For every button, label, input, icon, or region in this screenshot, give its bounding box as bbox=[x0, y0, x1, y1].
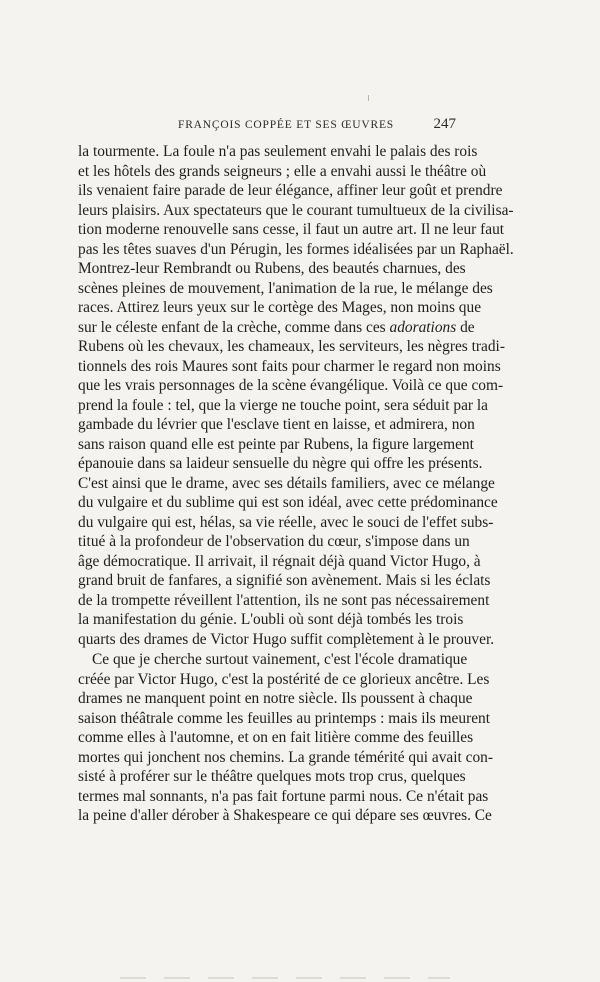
text-segment: de bbox=[456, 318, 475, 336]
text-line: races. Attirez leurs yeux sur le cortège des Mages, non moins que bbox=[78, 299, 482, 316]
text-line: C'est ainsi que le drame, avec ses détails familiers, avec ce mélange bbox=[78, 474, 495, 492]
text-line: drames ne manquent point en notre siècle. Ils poussent à chaque bbox=[78, 690, 473, 707]
text-line: Montrez-leur Rembrandt ou Rubens, des beautés charnues, des bbox=[78, 260, 466, 277]
text-line: gambade du lévrier que l'esclave tient en laisse, et admirera, non bbox=[78, 416, 475, 433]
text-line: quarts des drames de Victor Hugo suffit complètement à le prouver. bbox=[78, 630, 495, 648]
text-line: grand bruit de fanfares, a signifié son avènement. Mais si les éclats bbox=[78, 572, 491, 589]
text-line: sans raison quand elle est peinte par Rubens, la figure largement bbox=[78, 435, 474, 453]
page-number: 247 bbox=[433, 116, 456, 132]
scan-artifact bbox=[120, 977, 450, 979]
text-line: la tourmente. La foule n'a pas seulement envahi le palais des rois bbox=[78, 143, 478, 160]
text-line: Ce que je cherche surtout vainement, c'est l'école dramatique bbox=[92, 651, 468, 668]
text-line: leurs plaisirs. Aux spectateurs que le courant tumultueux de la civilisa- bbox=[78, 201, 514, 219]
text-line bbox=[78, 318, 475, 338]
text-line: épanouie dans sa laideur sensuelle du nègre qui offre les présents. bbox=[78, 455, 483, 472]
text-line: du vulgaire qui est, hélas, sa vie réelle, avec le souci de l'effet subs- bbox=[78, 513, 494, 531]
text-line: mortes qui jonchent nos chemins. La grande témérité qui avait con- bbox=[78, 748, 493, 766]
text-line: prend la foule : tel, que la vierge ne touche point, sera séduit par la bbox=[78, 396, 488, 414]
text-line: comme elles à l'automne, et on en fait litière comme des feuilles bbox=[78, 729, 474, 746]
text-segment: sur le céleste enfant de la crèche, comme dans ces bbox=[78, 318, 390, 336]
text-line: ils venaient faire parade de leur élégance, affiner leur goût et prendre bbox=[78, 182, 503, 199]
text-line: titué à la profondeur de l'observation du cœur, s'impose dans un bbox=[78, 533, 470, 550]
text-line: la manifestation du génie. L'oubli où sont déjà tombés les trois bbox=[78, 611, 464, 628]
text-line: du vulgaire et du sublime qui est son idéal, avec cette prédominance bbox=[78, 494, 498, 511]
running-title: FRANÇOIS COPPÉE ET SES ŒUVRES bbox=[178, 119, 394, 131]
body-text bbox=[78, 142, 514, 826]
text-line: sisté à proférer sur le théâtre quelques mots trop crus, quelques bbox=[78, 768, 466, 785]
text-line: que les vrais personnages de la scène évangélique. Voilà ce que com- bbox=[78, 377, 504, 394]
text-line: saison théâtrale comme les feuilles au printemps : mais ils meurent bbox=[78, 709, 491, 727]
text-line: de la trompette réveillent l'attention, ils ne sont pas nécessairement bbox=[78, 591, 490, 609]
italic-word: adorations bbox=[389, 318, 457, 336]
text-line: et les hôtels des grands seigneurs ; elle a envahi aussi le théâtre où bbox=[78, 162, 487, 180]
scan-mark bbox=[368, 95, 369, 101]
text-line: âge démocratique. Il arrivait, il régnait déjà quand Victor Hugo, à bbox=[78, 552, 481, 570]
text-line: termes mal sonnants, n'a pas fait fortune parmi nous. Ce n'était pas bbox=[78, 787, 489, 805]
text-line: scènes pleines de mouvement, l'animation de la rue, le mélange des bbox=[78, 279, 493, 297]
running-head bbox=[78, 113, 456, 135]
text-line: tion moderne renouvelle sans cesse, il faut un autre art. Il ne leur faut bbox=[78, 221, 505, 238]
text-line: créée par Victor Hugo, c'est la postérité de ce glorieux ancêtre. Les bbox=[78, 670, 490, 688]
text-line: Rubens où les chevaux, les chameaux, les serviteurs, les nègres tradi- bbox=[78, 338, 505, 355]
text-line: tionnels des rois Maures sont faits pour charmer le regard non moins bbox=[78, 357, 501, 375]
text-line: la peine d'aller dérober à Shakespeare ce qui dépare ses œuvres. Ce bbox=[78, 807, 492, 824]
text-line: pas les têtes suaves d'un Pérugin, les formes idéalisées par un Raphaël. bbox=[78, 240, 514, 258]
